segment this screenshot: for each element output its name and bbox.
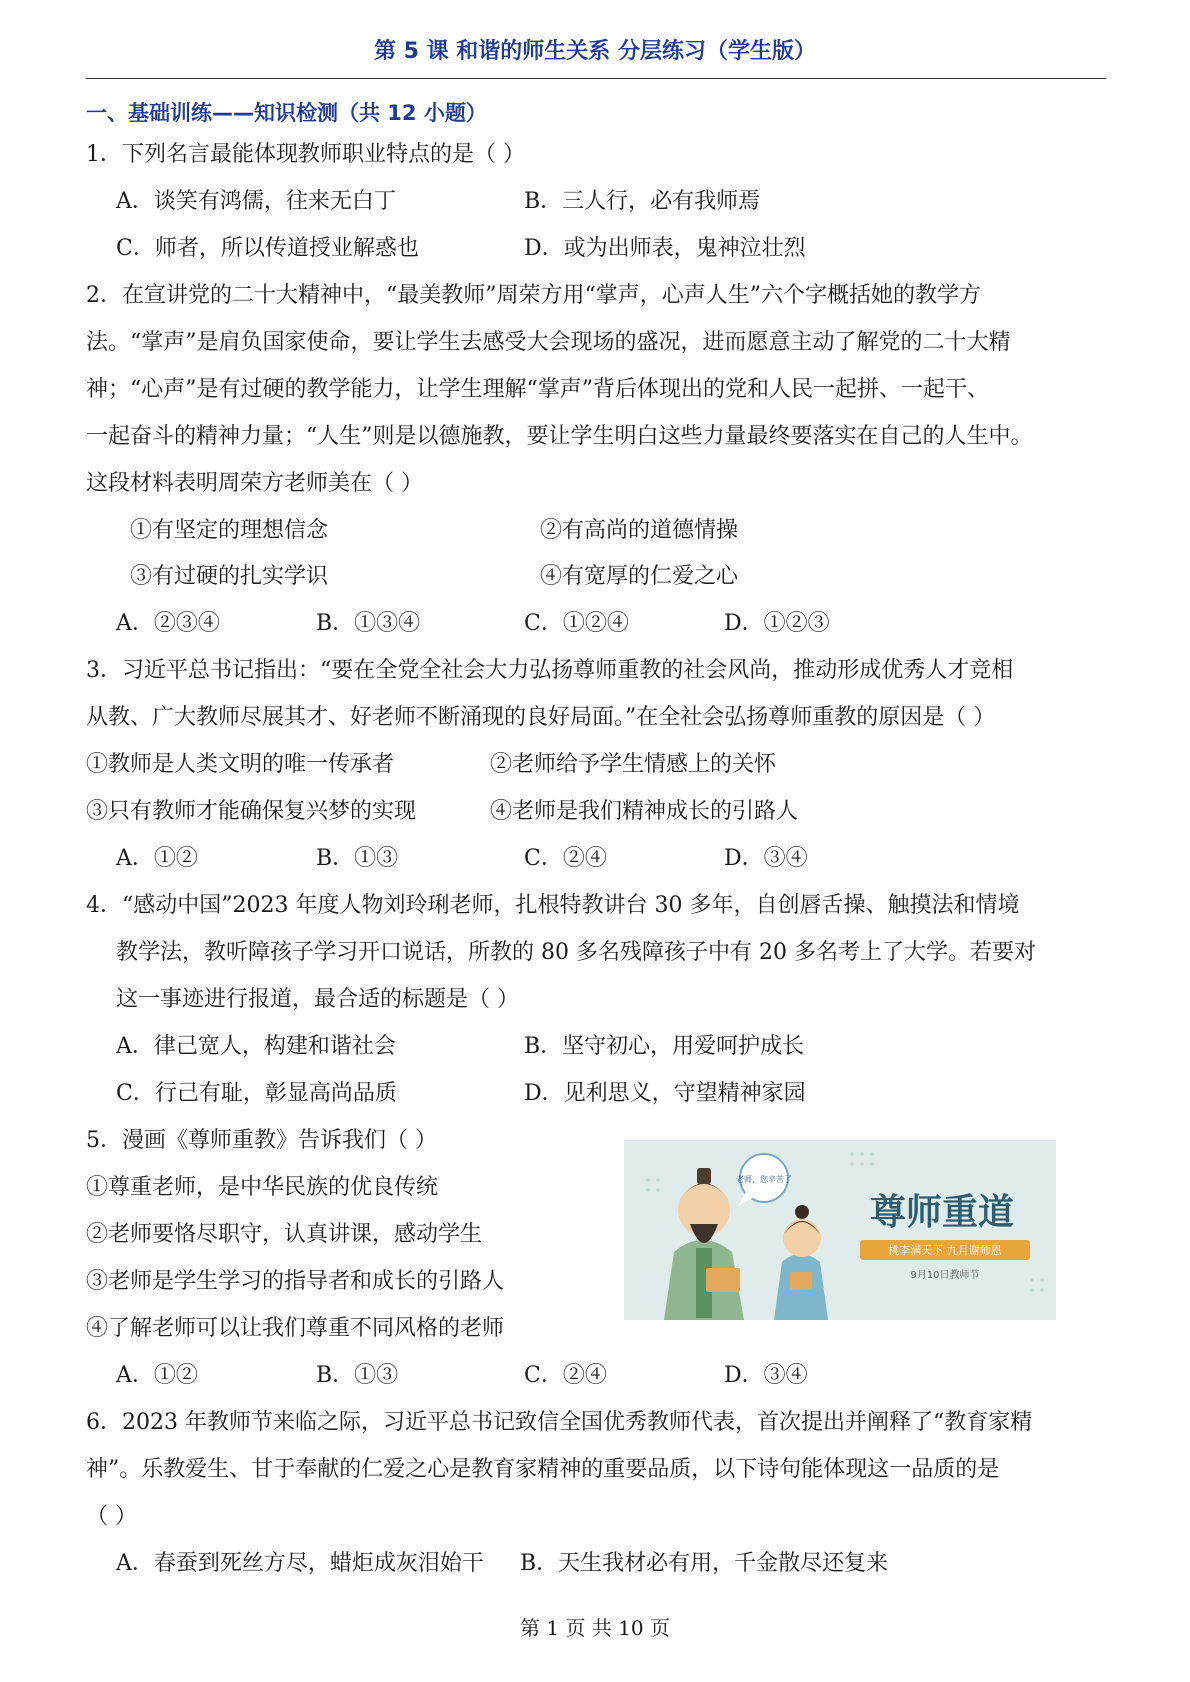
question-1-option-a: A．谈笑有鸿儒，往来无白丁 [116, 189, 396, 214]
question-3-item: ②老师给予学生情感上的关怀 [490, 752, 777, 777]
page-footer: 第 1 页 共 10 页 [520, 1616, 670, 1640]
illustration-banner: 桃李满天下 九月谢师恩 [888, 1244, 1002, 1257]
question-2-item: ④有宽厚的仁爱之心 [540, 564, 739, 589]
question-1-stem: 1．下列名言最能体现教师职业特点的是（ ） [86, 142, 525, 167]
question-1-option-b: B．三人行，必有我师焉 [524, 189, 761, 214]
question-3-option-b: B．①③ [316, 846, 399, 871]
question-1-option-c: C．师者，所以传道授业解惑也 [116, 236, 419, 261]
page-title: 第 5 课 和谐的师生关系 分层练习（学生版） [374, 39, 816, 64]
question-5-option-a: A．①② [116, 1363, 198, 1388]
question-3-stem-line: 3．习近平总书记指出：“要在全党全社会大力弘扬尊师重教的社会风尚，推动形成优秀人才竞相 [86, 658, 1014, 683]
question-5-option-d: D．③④ [724, 1363, 808, 1388]
question-2-stem-line: 法。“掌声”是肩负国家使命，要让学生去感受大会现场的盛况，进而愿意主动了解党的二十大精 [86, 330, 1011, 355]
question-4-stem-line: 4．“感动中国”2023 年度人物刘玲琍老师，扎根特教讲台 30 多年，自创唇舌操、触摸法和情境 [86, 893, 1020, 918]
section-heading: 一、基础训练——知识检测（共 12 小题） [86, 101, 487, 125]
question-3-item: ③只有教师才能确保复兴梦的实现 [86, 799, 417, 824]
question-3-option-a: A．①② [116, 846, 198, 871]
question-2-item: ②有高尚的道德情操 [540, 518, 739, 543]
question-2-stem-line: 2．在宣讲党的二十大精神中，“最美教师”周荣方用“掌声，心声人生”六个字概括她的教学方 [86, 283, 981, 308]
question-2-stem-line: 这段材料表明周荣方老师美在（ ） [86, 471, 423, 496]
question-4-option-b: B．坚守初心，用爱呵护成长 [524, 1034, 805, 1059]
question-5-option-b: B．①③ [316, 1363, 399, 1388]
question-3-option-c: C．②④ [524, 846, 607, 871]
question-4-stem-line: 这一事迹进行报道，最合适的标题是（ ） [116, 987, 519, 1012]
illustration-date: 9月10日教师节 [910, 1270, 980, 1281]
question-3-stem-line: 从教、广大教师尽展其才、好老师不断涌现的良好局面。”在全社会弘扬尊师重教的原因是（ ） [86, 705, 996, 730]
question-3-item: ④老师是我们精神成长的引路人 [490, 799, 799, 824]
question-2-stem-line: 神；“心声”是有过硬的教学能力，让学生理解“掌声”背后体现出的党和人民一起拼、一起干、 [86, 377, 989, 402]
question-2-item: ③有过硬的扎实学识 [130, 564, 329, 589]
question-4-option-c: C．行己有耻，彰显高尚品质 [116, 1081, 397, 1106]
question-5-option-c: C．②④ [524, 1363, 607, 1388]
question-5-item: ④了解老师可以让我们尊重不同风格的老师 [86, 1316, 505, 1341]
question-3-option-d: D．③④ [724, 846, 808, 871]
question-4-option-a: A．律己宽人，构建和谐社会 [116, 1034, 396, 1059]
question-5-item: ③老师是学生学习的指导者和成长的引路人 [86, 1269, 505, 1294]
question-6-stem-line: 6．2023 年教师节来临之际，习近平总书记致信全国优秀教师代表，首次提出并阐释了“教育家精 [86, 1410, 1033, 1435]
question-2-item: ①有坚定的理想信念 [130, 518, 329, 543]
question-3-item: ①教师是人类文明的唯一传承者 [86, 752, 395, 777]
question-6-option-b: B．天生我材必有用，千金散尽还复来 [520, 1551, 889, 1576]
question-6-stem-line: 神”。乐教爱生、甘于奉献的仁爱之心是教育家精神的重要品质，以下诗句能体现这一品质的是 [86, 1457, 1000, 1482]
question-5-stem: 5．漫画《尊师重教》告诉我们（ ） [86, 1128, 437, 1153]
title-divider [86, 78, 1106, 79]
question-2-stem-line: 一起奋斗的精神力量；“人生”则是以德施教，要让学生明白这些力量最终要落实在自己的人生中。 [86, 424, 1033, 449]
question-2-option-c: C．①②④ [524, 611, 629, 636]
question-4-stem-line: 教学法，教听障孩子学习开口说话，所教的 80 多名残障孩子中有 20 多名考上了大学。若要对 [116, 940, 1036, 965]
question-4-option-d: D．见利思义，守望精神家园 [524, 1081, 806, 1106]
question-6-stem-line: （ ） [86, 1504, 137, 1529]
question-2-option-b: B．①③④ [316, 611, 421, 636]
question-5-item: ①尊重老师，是中华民族的优良传统 [86, 1175, 439, 1200]
question-1-option-d: D．或为出师表，鬼神泣壮烈 [524, 236, 806, 261]
question-5-item: ②老师要恪尽职守，认真讲课，感动学生 [86, 1222, 483, 1247]
question-6-option-a: A．春蚕到死丝方尽，蜡炬成灰泪始干 [116, 1551, 484, 1576]
cartoon-illustration [624, 1140, 1056, 1320]
question-2-option-d: D．①②③ [724, 611, 830, 636]
question-2-option-a: A．②③④ [116, 611, 220, 636]
illustration-headline: 尊师重道 [869, 1191, 1015, 1233]
speech-bubble-text: 老师，您辛苦了 [736, 1175, 792, 1184]
